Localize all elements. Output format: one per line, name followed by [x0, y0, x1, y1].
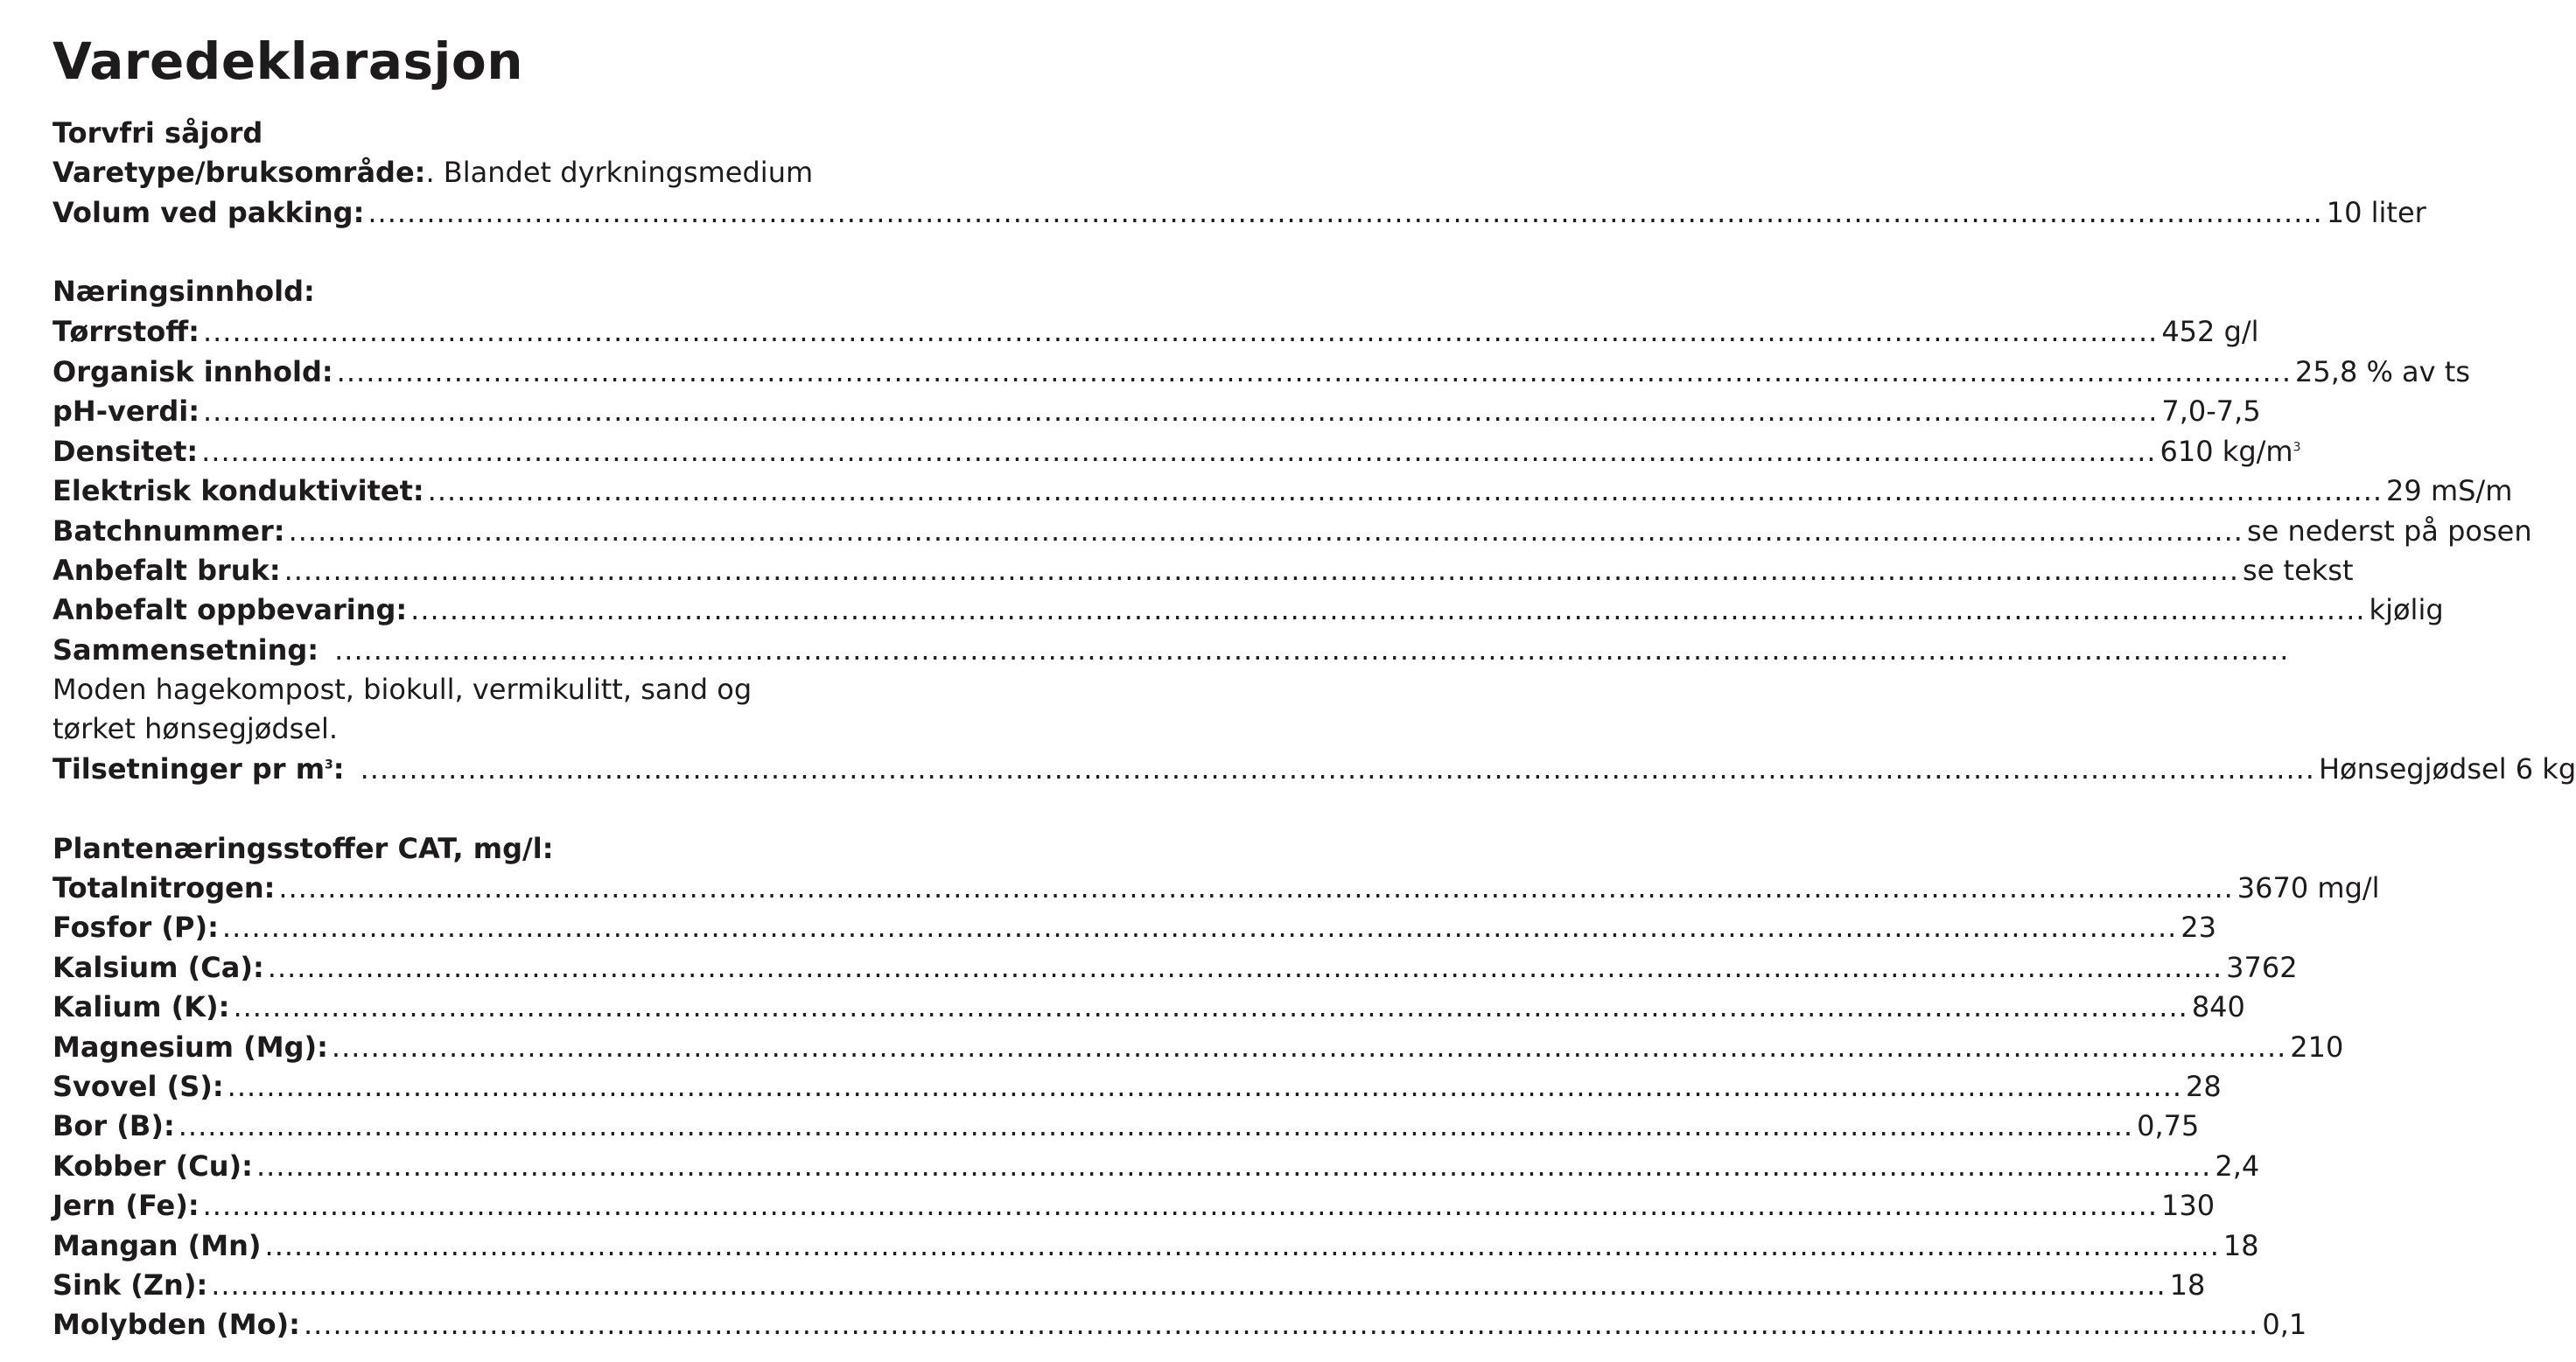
use-value: se tekst [2243, 554, 2354, 587]
composition-text-2: tørket hønsegjødsel. [52, 712, 339, 745]
dot-leader: ........................................................................................................................................................................................................ [267, 951, 2223, 984]
nutrient-label: Jern (Fe): [52, 1189, 200, 1222]
dot-leader: ........................................................................................................................................................................................................ [202, 1189, 2158, 1222]
nutrient-value: 3670 mg/l [2236, 871, 2380, 905]
nutrient-label: Sink (Zn): [52, 1268, 208, 1302]
density-row [52, 432, 2301, 471]
nutrient-value: 2,4 [2215, 1149, 2260, 1183]
page-title: Varedeklarasjon [52, 31, 524, 91]
nutrient-value: 840 [2191, 990, 2245, 1023]
nutrient-row [52, 1107, 2200, 1146]
nutrient-value: 3762 [2226, 951, 2298, 984]
dot-leader: ........................................................................................................................................................................................................ [334, 633, 2290, 667]
dot-leader: ........................................................................................................................................................................................................ [368, 196, 2323, 229]
nutrient-value: 0,1 [2262, 1308, 2307, 1341]
density-value-wrap [2160, 432, 2301, 471]
dot-leader: ........................................................................................................................................................................................................ [360, 752, 2315, 786]
organic-row [52, 353, 2470, 392]
dot-leader: ........................................................................................................................................................................................................ [331, 1030, 2287, 1064]
nutrient-label: Magnesium (Mg): [52, 1030, 328, 1064]
dot-leader: ........................................................................................................................................................................................................ [201, 435, 2157, 468]
nutrient-label: Fosfor (P): [52, 911, 219, 944]
dot-leader: ........................................................................................................................................................................................................ [288, 514, 2244, 548]
nutrient-label: Bor (B): [52, 1109, 175, 1142]
use-label: Anbefalt bruk: [52, 554, 281, 587]
dot-leader: ........................................................................................................................................................................................................ [264, 1229, 2220, 1262]
nutrient-label: Mangan (Mn) [52, 1229, 262, 1262]
dry-matter-value: 452 g/l [2161, 315, 2259, 348]
ec-row [52, 471, 2513, 511]
nutrient-label: Kobber (Cu): [52, 1149, 253, 1183]
nutrient-value: 130 [2161, 1189, 2216, 1222]
storage-row [52, 590, 2444, 630]
additives-superscript: 3 [325, 758, 333, 772]
dot-leader: ........................................................................................................................................................................................................ [278, 871, 2234, 905]
dry-matter-row [52, 312, 2259, 352]
product-type-value: . Blandet dyrkningsmedium [425, 156, 814, 189]
volume-row [52, 193, 2426, 233]
nutrient-row [52, 1305, 2307, 1345]
ph-row [52, 392, 2261, 431]
dry-matter-label: Tørrstoff: [52, 315, 200, 348]
dot-leader: ........................................................................................................................................................................................................ [427, 474, 2384, 507]
product-name: Torvfri såjord [52, 116, 263, 150]
nutrient-value: 0,75 [2137, 1109, 2200, 1142]
density-label: Densitet: [52, 435, 199, 468]
composition-text-line-1 [52, 670, 849, 709]
additives-colon: : [332, 752, 345, 786]
composition-row [52, 631, 2290, 670]
nutrient-value: 28 [2186, 1070, 2222, 1103]
dot-leader: ........................................................................................................................................................................................................ [303, 1308, 2259, 1341]
dot-leader: ........................................................................................................................................................................................................ [410, 593, 2366, 626]
batch-value: se nederst på posen [2246, 514, 2532, 548]
volume-value: 10 liter [2326, 196, 2426, 229]
nutrient-value: 18 [2169, 1268, 2206, 1302]
storage-label: Anbefalt oppbevaring: [52, 593, 408, 626]
ph-value: 7,0-7,5 [2161, 395, 2261, 428]
composition-text-1: Moden hagekompost, biokull, vermikulitt, sand og [52, 673, 752, 706]
dot-leader: ........................................................................................................................................................................................................ [256, 1149, 2212, 1183]
nutrition-heading: Næringsinnhold: [52, 275, 315, 308]
nutrient-label: Molybden (Mo): [52, 1308, 300, 1341]
product-type-label: Varetype/bruksområde: [52, 156, 426, 189]
nutrient-row [52, 1067, 2222, 1107]
composition-text-line-2 [52, 709, 840, 749]
organic-label: Organisk innhold: [52, 355, 333, 388]
composition-label: Sammensetning: [52, 633, 319, 667]
nutrient-label: Svovel (S): [52, 1070, 224, 1103]
density-superscript: 3 [2292, 440, 2301, 455]
nutrient-value: 18 [2222, 1229, 2259, 1262]
nutrient-row [52, 908, 2217, 947]
nutrient-row [52, 988, 2245, 1027]
nutrient-row [52, 1186, 2216, 1226]
additives-row [52, 750, 2576, 789]
additives-label-wrap [52, 750, 345, 789]
ph-label: pH-verdi: [52, 395, 200, 428]
volume-label: Volum ved pakking: [52, 196, 365, 229]
batch-row [52, 512, 2532, 551]
product-name-row [52, 114, 840, 153]
dot-leader: ........................................................................................................................................................................................................ [178, 1109, 2134, 1142]
nutrient-row [52, 1028, 2344, 1067]
use-row [52, 551, 2354, 590]
dot-leader: ........................................................................................................................................................................................................ [202, 315, 2159, 348]
product-type-row [52, 153, 840, 192]
nutrient-row [52, 1226, 2259, 1266]
dot-leader: ........................................................................................................................................................................................................ [336, 355, 2292, 388]
nutrient-row [52, 1266, 2206, 1305]
nutrition-heading-row [52, 272, 840, 311]
nutrient-label: Totalnitrogen: [52, 871, 276, 905]
nutrient-row [52, 948, 2298, 988]
nutrients-heading-row [52, 829, 840, 869]
additives-label: Tilsetninger pr m [52, 752, 326, 786]
nutrient-value: 23 [2180, 911, 2217, 944]
organic-value: 25,8 % av ts [2295, 355, 2470, 388]
dot-leader: ........................................................................................................................................................................................................ [233, 990, 2188, 1023]
ec-value: 29 mS/m [2386, 474, 2513, 507]
dot-leader: ........................................................................................................................................................................................................ [284, 554, 2239, 587]
nutrient-label: Kalsium (Ca): [52, 951, 264, 984]
nutrients-heading: Plantenæringsstoffer CAT, mg/l: [52, 832, 554, 865]
nutrient-label: Kalium (K): [52, 990, 230, 1023]
dot-leader: ........................................................................................................................................................................................................ [227, 1070, 2183, 1103]
dot-leader: ........................................................................................................................................................................................................ [221, 911, 2178, 944]
nutrient-row [52, 869, 2380, 908]
nutrient-value: 210 [2290, 1030, 2344, 1064]
batch-label: Batchnummer: [52, 514, 285, 548]
storage-value: kjølig [2369, 593, 2444, 626]
dot-leader: ........................................................................................................................................................................................................ [202, 395, 2159, 428]
ec-label: Elektrisk konduktivitet: [52, 474, 424, 507]
nutrient-row [52, 1147, 2260, 1186]
additives-value: Hønsegjødsel 6 kg [2318, 752, 2576, 786]
density-value: 610 kg/m [2160, 435, 2293, 468]
dot-leader: ........................................................................................................................................................................................................ [211, 1268, 2166, 1302]
